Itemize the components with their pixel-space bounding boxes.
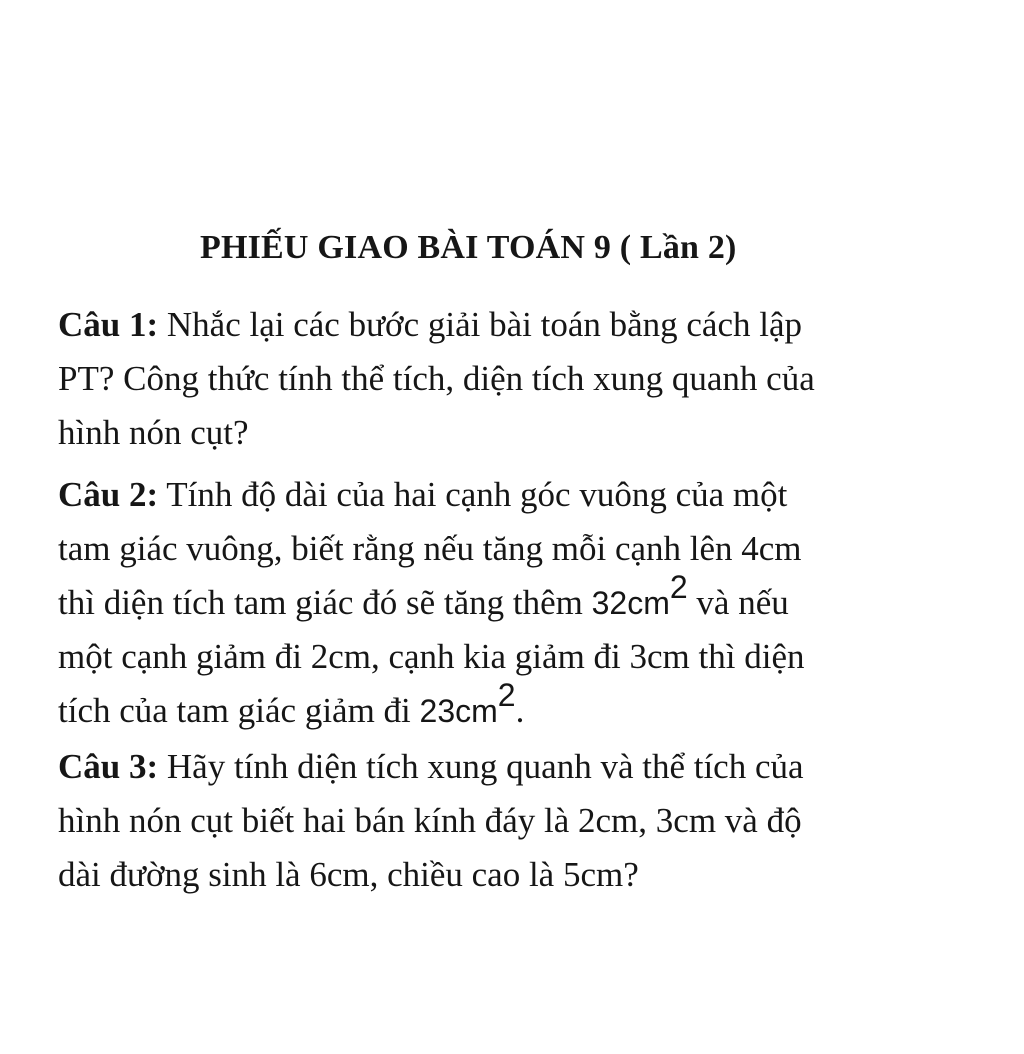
question-3-text-1: Hãy tính diện tích xung quanh và thể tích của bbox=[158, 747, 804, 786]
question-2-text-5-tail: . bbox=[515, 691, 525, 730]
area-decrease-exponent: 2 bbox=[497, 677, 516, 714]
question-2-text-1: Tính độ dài của hai cạnh góc vuông của một bbox=[158, 475, 788, 514]
area-decrease-value: 23cm bbox=[419, 693, 498, 729]
area-increase-value: 32cm bbox=[591, 585, 670, 621]
question-1-line-3: hình nón cụt? bbox=[58, 413, 249, 452]
question-2-text-3-tail: và nếu bbox=[687, 583, 789, 622]
question-2-text-5: tích của tam giác giảm đi bbox=[58, 691, 420, 730]
question-1-line-1 bbox=[58, 298, 963, 352]
question-3-label: Câu 3: bbox=[58, 747, 159, 786]
question-2-line-3 bbox=[58, 569, 963, 630]
question-3 bbox=[58, 740, 963, 902]
question-1-text-1: Nhắc lại các bước giải bài toán bằng cách lập bbox=[158, 305, 802, 344]
area-increase-exponent: 2 bbox=[669, 569, 688, 606]
question-1 bbox=[58, 298, 963, 460]
question-2-text-3: thì diện tích tam giác đó sẽ tăng thêm bbox=[58, 583, 592, 622]
question-2 bbox=[58, 468, 963, 738]
question-1-line-2: PT? Công thức tính thể tích, diện tích xung quanh của bbox=[58, 359, 815, 398]
question-3-line-3: dài đường sinh là 6cm, chiều cao là 5cm? bbox=[58, 855, 639, 894]
question-2-line-5 bbox=[58, 677, 963, 738]
question-1-label: Câu 1: bbox=[58, 305, 159, 344]
question-3-line-2: hình nón cụt biết hai bán kính đáy là 2cm, 3cm và độ bbox=[58, 801, 802, 840]
question-2-line-2: tam giác vuông, biết rằng nếu tăng mỗi cạnh lên 4cm bbox=[58, 529, 802, 568]
question-2-line-4: một cạnh giảm đi 2cm, cạnh kia giảm đi 3cm thì diện bbox=[58, 637, 805, 676]
question-2-line-1 bbox=[58, 468, 963, 522]
question-3-line-1 bbox=[58, 740, 963, 794]
question-2-label: Câu 2: bbox=[58, 475, 159, 514]
worksheet-title: PHIẾU GIAO BÀI TOÁN 9 ( Lần 2) bbox=[200, 229, 737, 266]
